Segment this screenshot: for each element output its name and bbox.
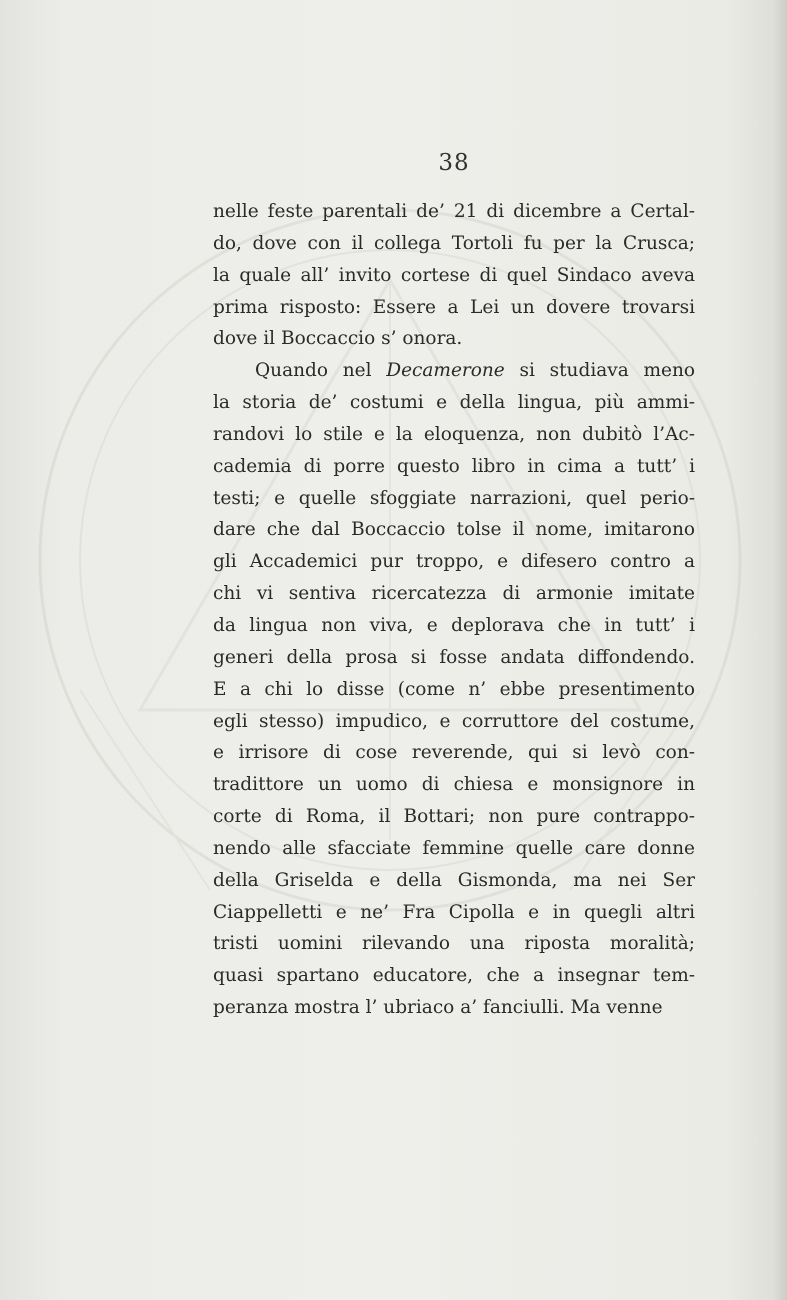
body-text bbox=[213, 196, 695, 1024]
text-line: nelle feste parentali de’ 21 di dicembre a Certal- bbox=[213, 201, 695, 222]
text-line: cademia di porre questo libro in cima a tutt’ i bbox=[213, 455, 695, 477]
text-line: gli Accademici pur troppo, e difesero contro a bbox=[213, 551, 695, 573]
text-line: do, dove con il collega Tortoli fu per la Crusca; bbox=[213, 232, 695, 254]
text-fragment: si studiava meno bbox=[519, 360, 696, 382]
text-line: dare che dal Boccaccio tolse il nome, imitarono bbox=[213, 519, 695, 541]
text-line: Ciappelletti e ne’ Fra Cipolla e in quegli altri bbox=[213, 901, 695, 923]
text-line: peranza mostra l’ ubriaco a’ fanciulli. Ma venne bbox=[213, 997, 663, 1019]
text-line: della Griselda e della Gismonda, ma nei Ser bbox=[213, 869, 695, 891]
text-line-paragraph-start bbox=[213, 355, 695, 387]
page-number: 38 bbox=[438, 150, 470, 176]
text-line: la storia de’ costumi e della lingua, più ammi- bbox=[213, 392, 695, 414]
text-line: chi vi sentiva ricercatezza di armonie imitate bbox=[213, 583, 695, 605]
text-line: randovi lo stile e la eloquenza, non dubitò l’Ac- bbox=[213, 423, 695, 445]
text-line: E a chi lo disse (come n’ ebbe presentimento bbox=[213, 678, 695, 700]
text-line: corte di Roma, il Bottari; non pure contrappo- bbox=[213, 806, 695, 828]
text-line: dove il Boccaccio s’ onora. bbox=[213, 328, 463, 350]
text-line: la quale all’ invito cortese di quel Sindaco aveva bbox=[213, 264, 695, 286]
text-line: generi della prosa si fosse andata diffondendo. bbox=[213, 646, 695, 668]
text-line: nendo alle sfacciate femmine quelle care donne bbox=[213, 837, 695, 859]
text-line: egli stesso) impudico, e corruttore del costume, bbox=[213, 710, 695, 732]
page-edge-shadow bbox=[773, 0, 787, 1300]
text-fragment: Quando nel bbox=[255, 360, 372, 382]
text-line: prima risposto: Essere a Lei un dovere trovarsi bbox=[213, 296, 695, 318]
text-line: testi; e quelle sfoggiate narrazioni, quel perio- bbox=[213, 487, 695, 509]
text-line: tristi uomini rilevando una riposta moralità; bbox=[213, 933, 695, 955]
text-line: da lingua non viva, e deplorava che in tutt’ i bbox=[213, 614, 695, 636]
text-line: quasi spartano educatore, che a insegnar tem- bbox=[213, 965, 695, 987]
text-line: tradittore un uomo di chiesa e monsignore in bbox=[213, 774, 695, 796]
book-title-italic: Decamerone bbox=[386, 360, 505, 382]
text-line: e irrisore di cose reverende, qui si levò con- bbox=[213, 742, 695, 764]
